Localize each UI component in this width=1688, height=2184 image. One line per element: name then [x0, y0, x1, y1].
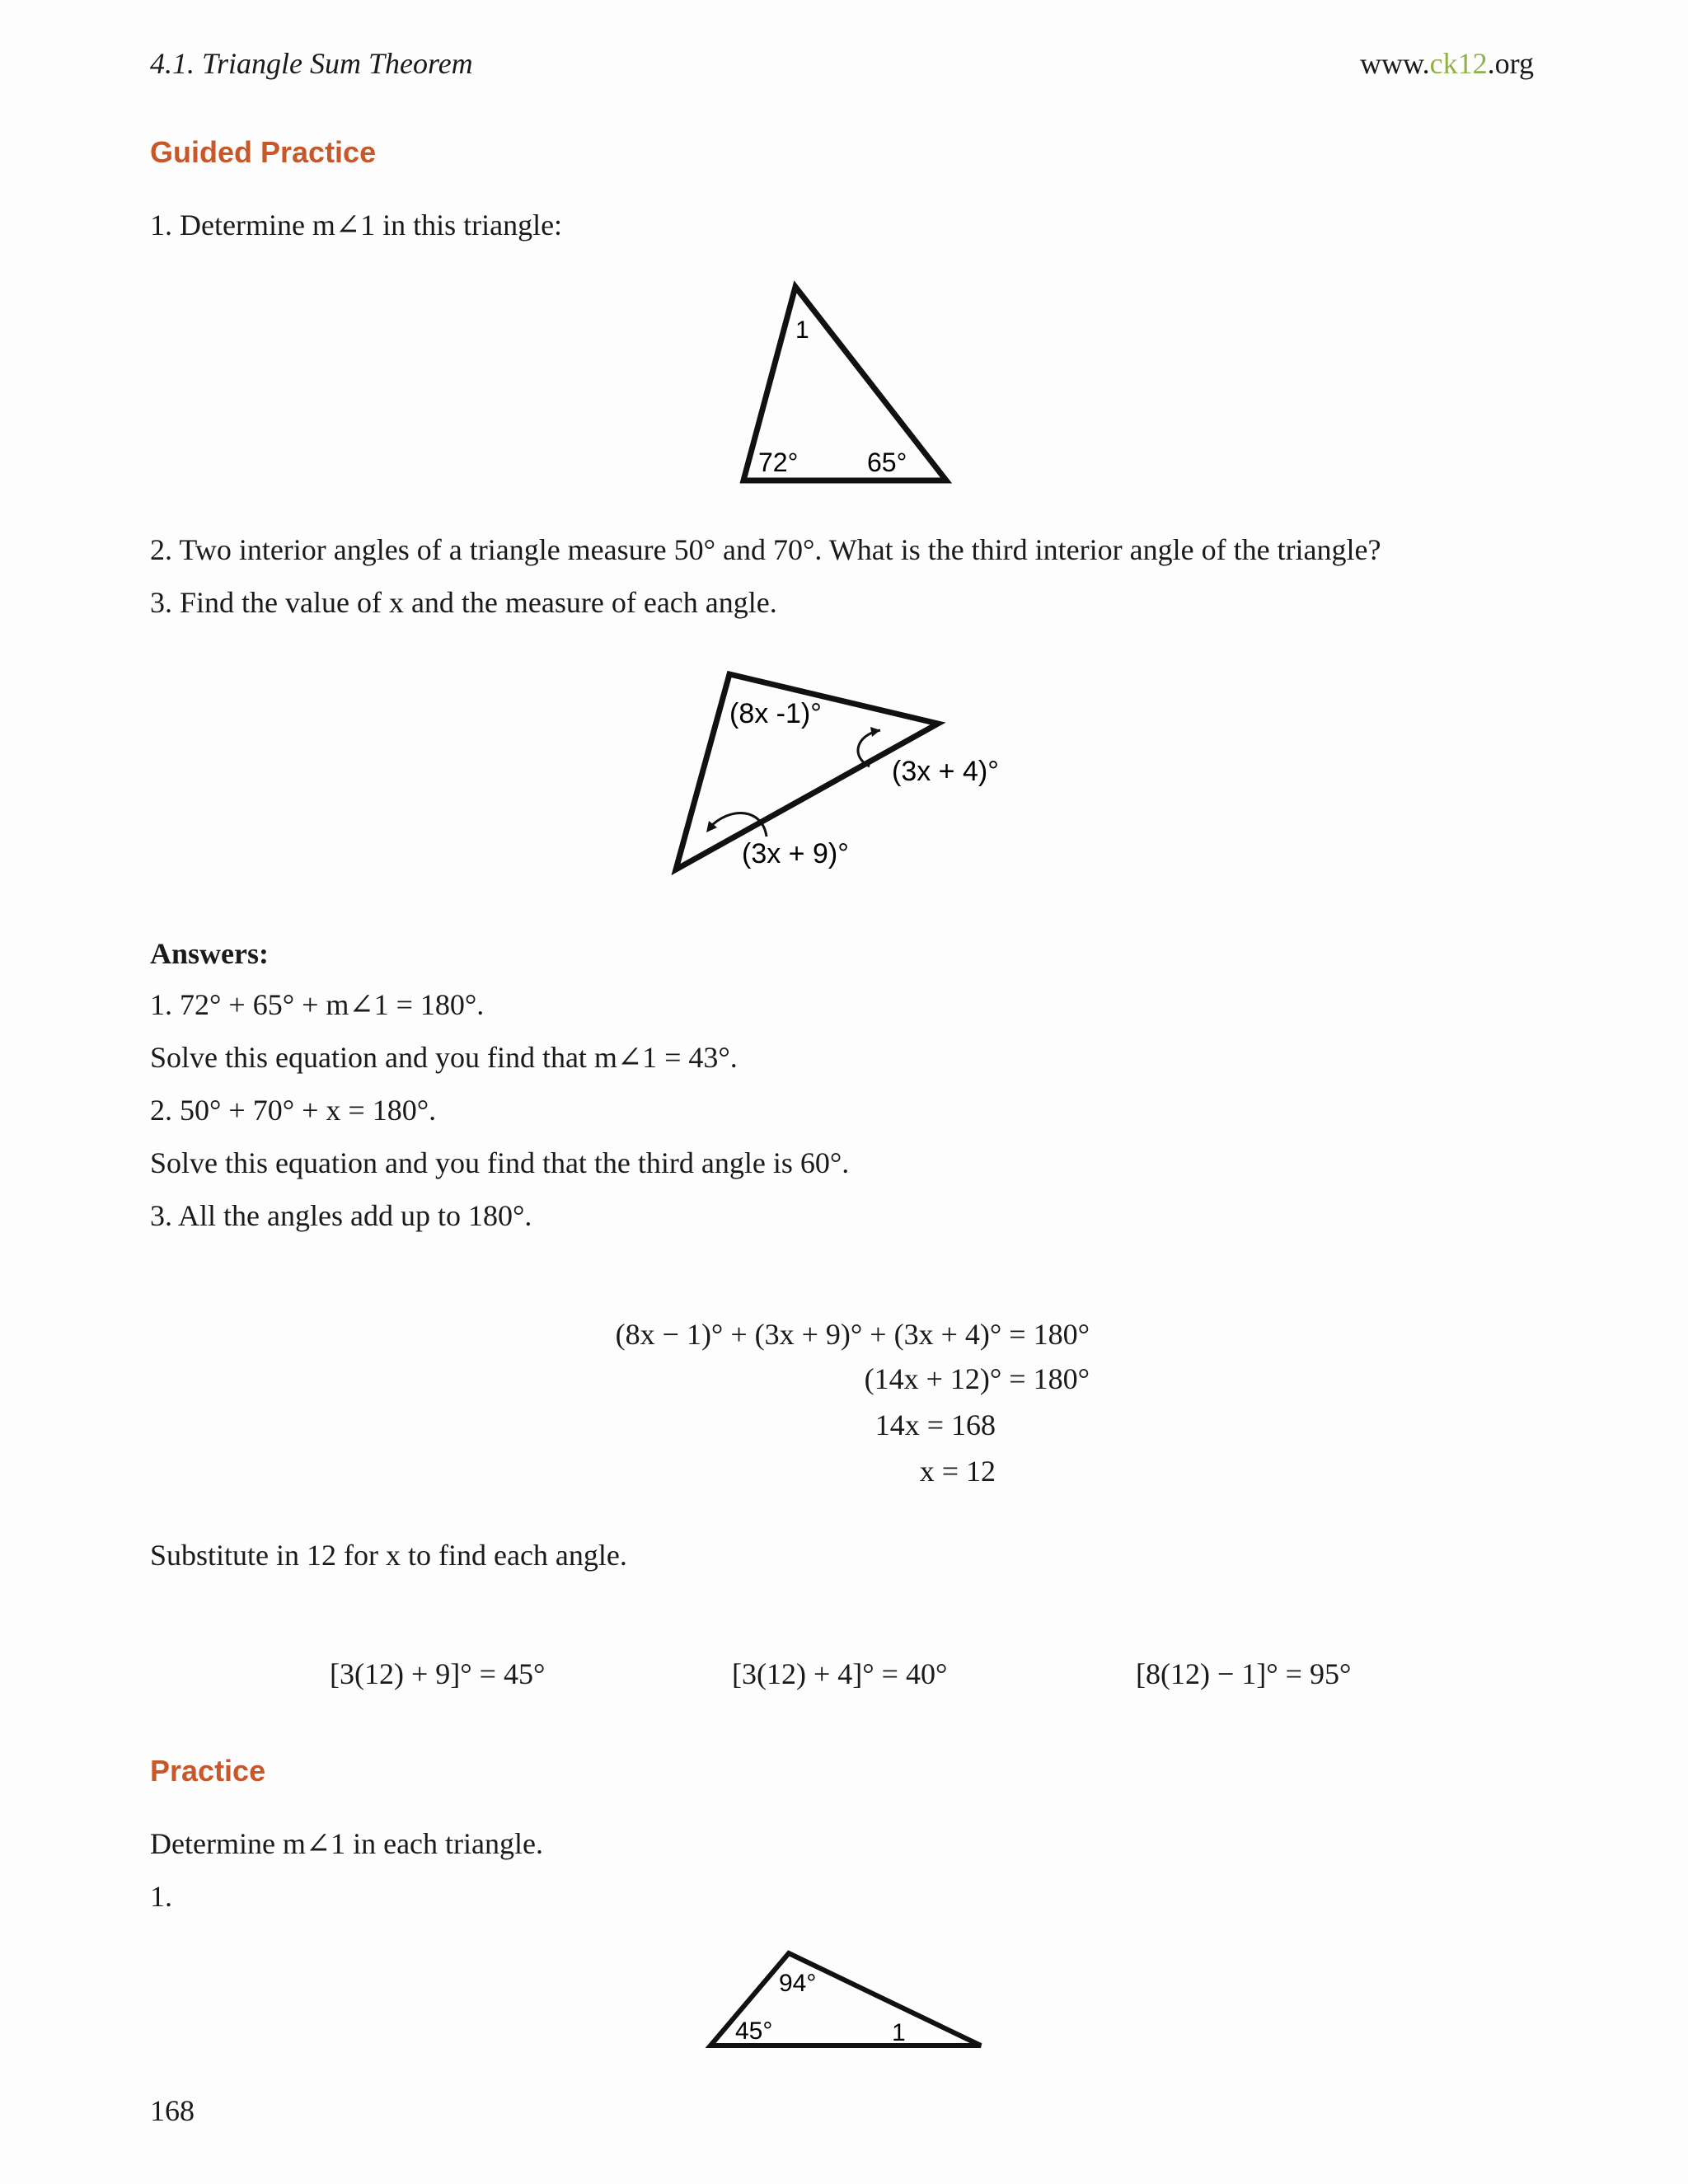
fig1-top-label: 1 [795, 316, 809, 344]
guided-practice-heading: Guided Practice [150, 135, 377, 169]
arrow-right-head [870, 727, 880, 737]
site-url-12: 12 [1457, 47, 1488, 80]
section-title: 4.1. Triangle Sum Theorem [150, 47, 473, 80]
guided-question-2: 2. Two interior angles of a triangle measure 50° and 70°. What is the third interior angle of the triangle? [150, 533, 1381, 566]
practice-instruction: Determine m∠1 in each triangle. [150, 1827, 543, 1860]
angle-result-1: [3(12) + 9]° = 45° [330, 1657, 546, 1690]
triangle-figure-1 [725, 280, 973, 494]
equation-line-1: (8x − 1)° + (3x + 9)° + (3x + 4)° = 180° [615, 1318, 1090, 1351]
site-url[interactable] [1360, 46, 1534, 81]
substitute-text: Substitute in 12 for x to find each angle. [150, 1539, 627, 1572]
answer-1-explanation: Solve this equation and you find that m∠1 = 43°. [150, 1041, 738, 1074]
site-url-ck: ck [1429, 47, 1458, 80]
triangle-figure-3 [701, 1942, 989, 2057]
triangle-figure-2 [659, 659, 1039, 882]
guided-question-1: 1. Determine m∠1 in this triangle: [150, 209, 563, 241]
equation-line-2: (14x + 12)° = 180° [864, 1362, 1090, 1395]
angle-result-2: [3(12) + 4]° = 40° [732, 1657, 948, 1690]
site-url-suffix: .org [1487, 47, 1534, 80]
fig2-top-label: (8x -1)° [729, 698, 822, 729]
answers-heading: Answers: [150, 937, 269, 970]
fig3-top-label: 94° [779, 1970, 817, 1997]
answer-1: 1. 72° + 65° + m∠1 = 180°. [150, 988, 485, 1021]
site-url-prefix: www. [1360, 47, 1430, 80]
fig3-left-label: 45° [735, 2018, 773, 2045]
fig1-right-label: 65° [867, 448, 907, 477]
page-number: 168 [150, 2094, 195, 2127]
guided-question-3: 3. Find the value of x and the measure of each angle. [150, 586, 777, 619]
fig2-right-label: (3x + 4)° [892, 756, 999, 787]
fig3-right-label: 1 [892, 2019, 906, 2046]
answer-2-explanation: Solve this equation and you find that the third angle is 60°. [150, 1146, 850, 1179]
angle-result-3: [8(12) − 1]° = 95° [1136, 1657, 1352, 1690]
practice-item-1: 1. [150, 1880, 172, 1913]
answer-3: 3. All the angles add up to 180°. [150, 1199, 532, 1232]
practice-heading: Practice [150, 1754, 266, 1788]
answer-2: 2. 50° + 70° + x = 180°. [150, 1094, 437, 1127]
fig2-bottom-label: (3x + 9)° [742, 838, 849, 869]
equation-line-4: x = 12 [919, 1455, 996, 1488]
fig1-left-label: 72° [758, 448, 799, 477]
equation-line-3: 14x = 168 [874, 1408, 996, 1441]
